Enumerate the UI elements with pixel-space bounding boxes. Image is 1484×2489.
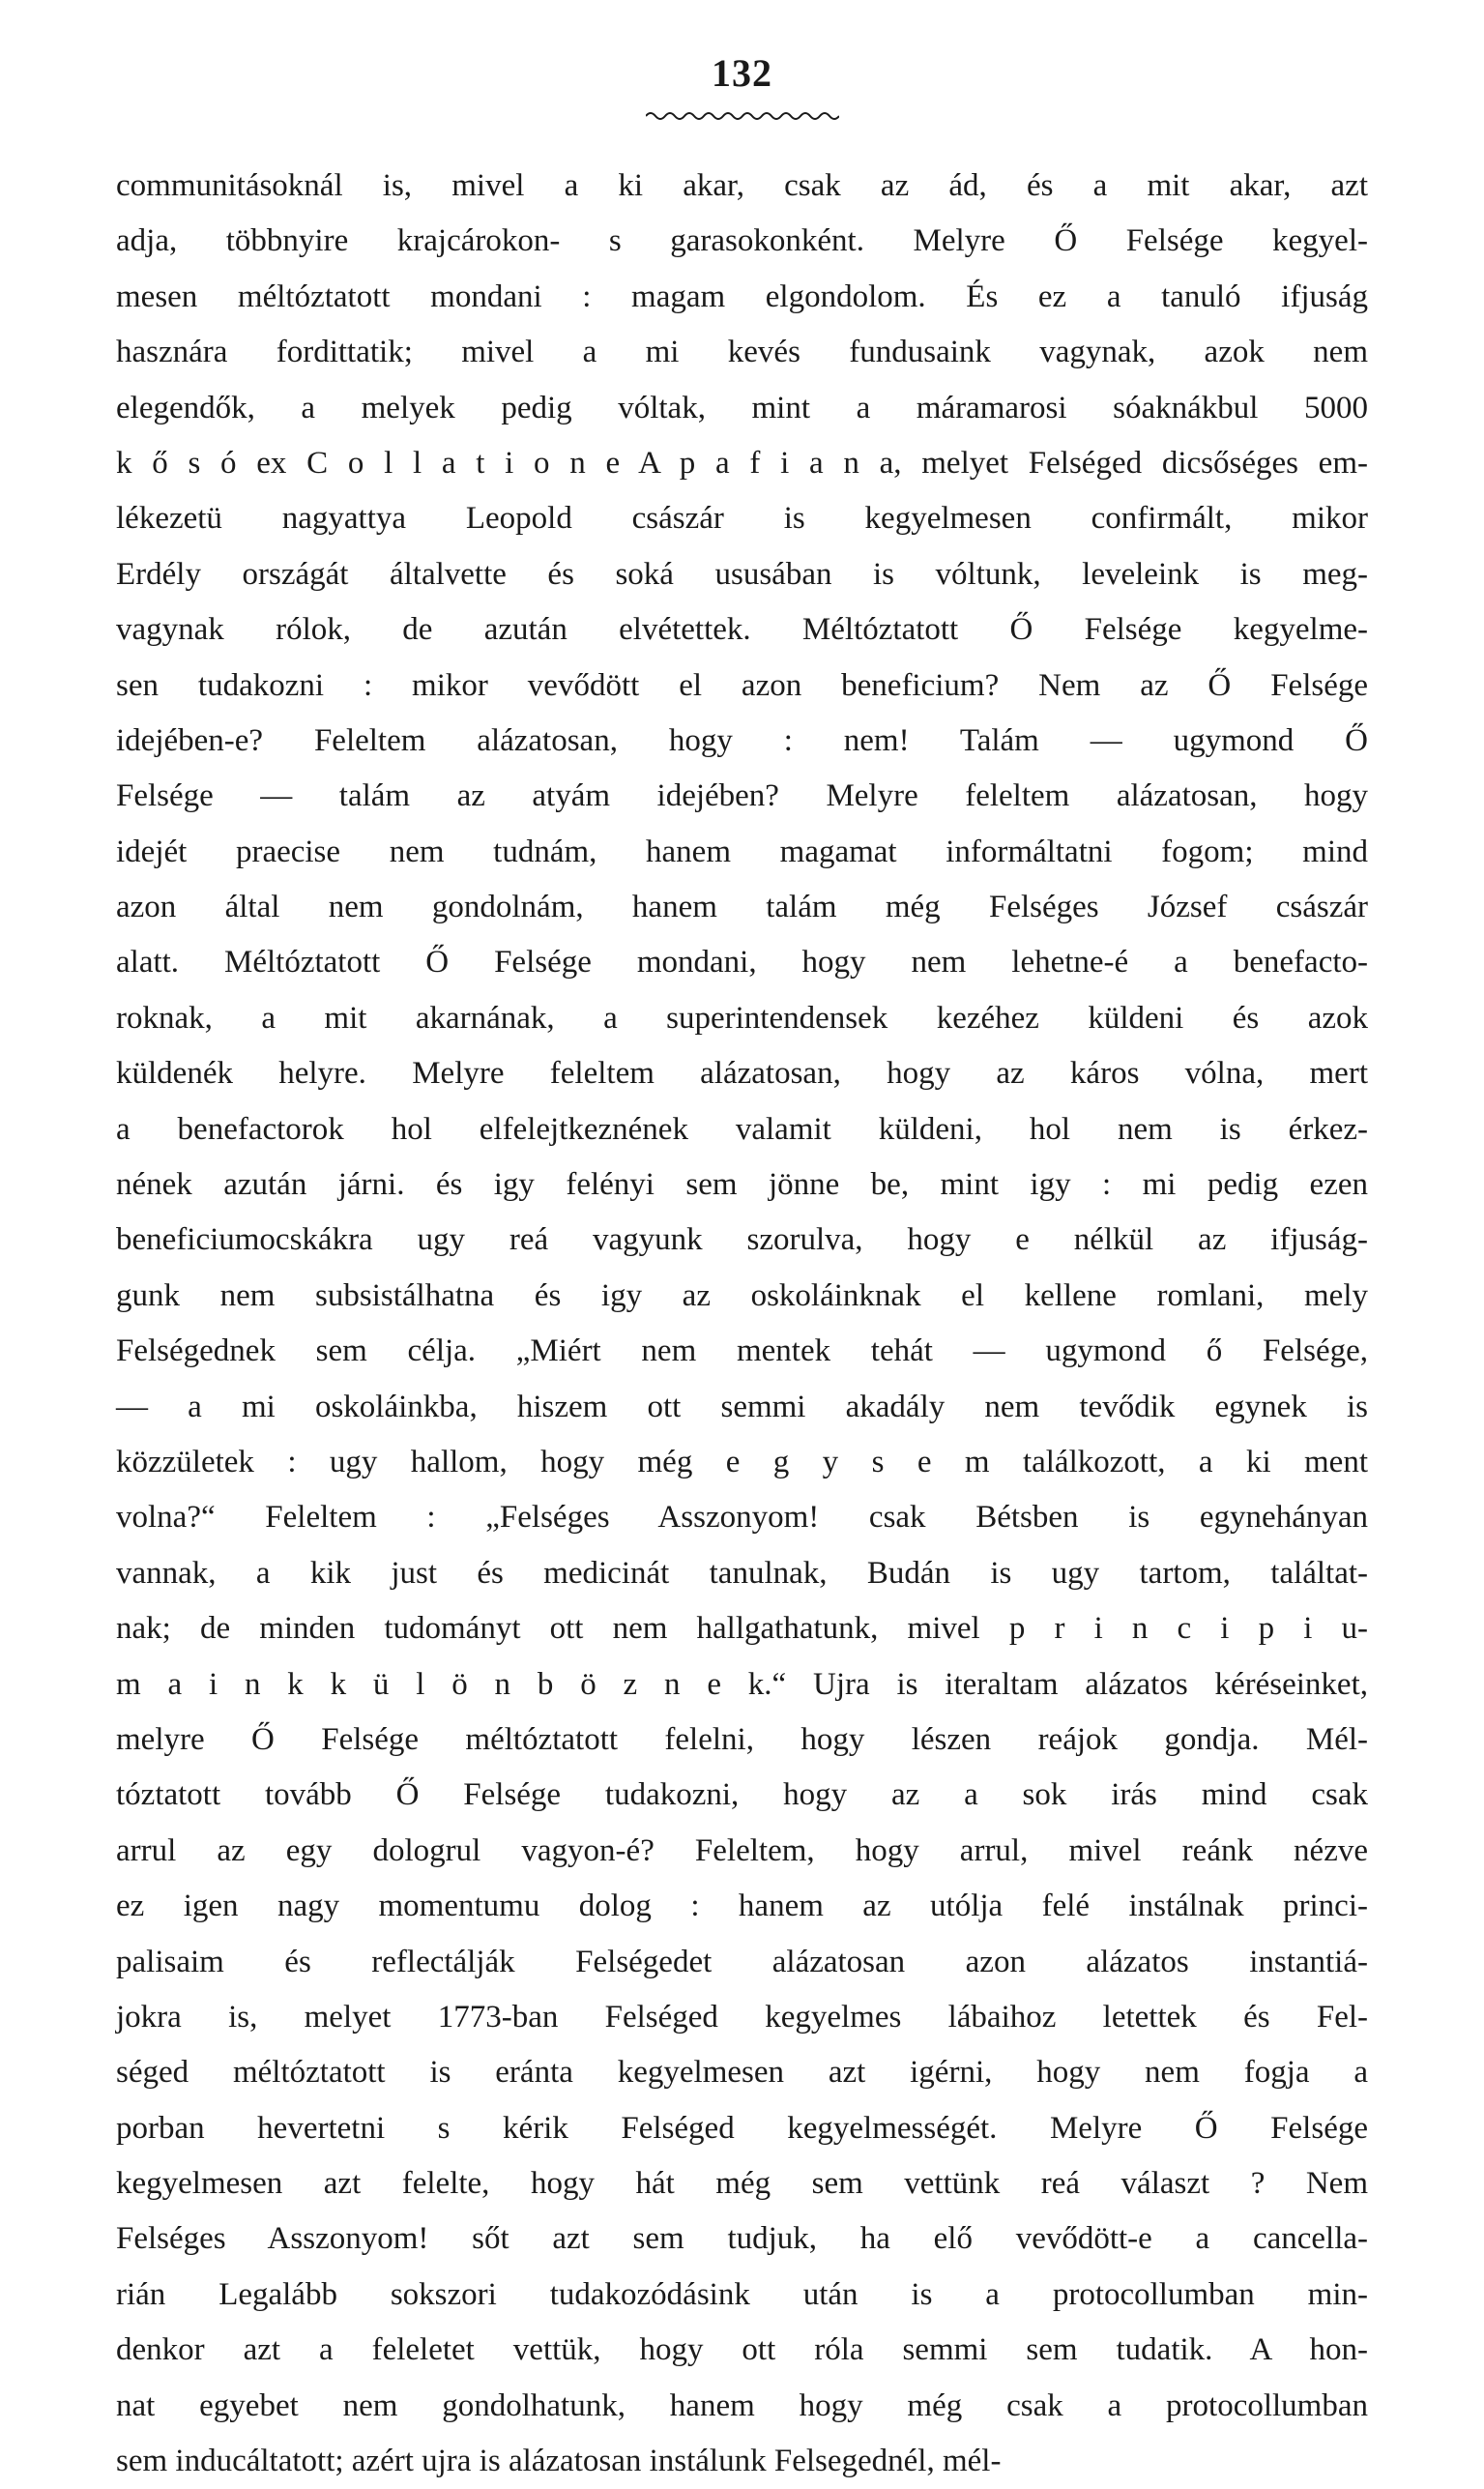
text-line: communitásoknál is, mivel a ki akar, csak az ád, és a mit akar, azt (116, 168, 1368, 203)
text-line: vagynak rólok, de azután elvétettek. Méltóztatott Ő Felsége kegyelme- (116, 612, 1368, 648)
text-line: arrul az egy dologrul vagyon-é? Feleltem, hogy arrul, mivel reánk nézve (116, 1832, 1368, 1868)
text-line: kegyelmesen azt felelte, hogy hát még sem vettünk reá választ ? Nem (116, 2166, 1368, 2202)
text-line: melyre Ő Felsége méltóztatott felelni, hogy lészen reájok gondja. Mél- (116, 1721, 1368, 1757)
wavy-rule-ornament (646, 108, 839, 122)
body-text (116, 159, 1368, 2489)
text-line: azon által nem gondolnám, hanem talám még Felséges József császár (116, 890, 1368, 925)
text-line: denkor azt a feleletet vettük, hogy ott róla semmi sem tudatik. A hon- (116, 2332, 1368, 2368)
text-line: porban hevertetni s kérik Felséged kegyelmességét. Melyre Ő Felsége (116, 2110, 1368, 2146)
text-line: nak; de minden tudományt ott nem hallgathatunk, mivel p r i n c i p i u- (116, 1611, 1368, 1647)
text-line: séged méltóztatott is eránta kegyelmesen azt igérni, hogy nem fogja a (116, 2055, 1368, 2091)
text-line: m a i n k k ü l ö n b ö z n e k.“ Ujra is iteraltam alázatos kéréseinket, (116, 1666, 1368, 1702)
text-line: elegendők, a melyek pedig vóltak, mint a máramarosi sóaknákbul 5000 (116, 390, 1368, 425)
text-line: roknak, a mit akarnának, a superintendensek kezéhez küldeni és azok (116, 1000, 1368, 1036)
text-line: alatt. Méltóztatott Ő Felsége mondani, hogy nem lehetne-é a benefacto- (116, 945, 1368, 981)
text-line: hasznára fordittatik; mivel a mi kevés fundusaink vagynak, azok nem (116, 335, 1368, 370)
text-line: tóztatott tovább Ő Felsége tudakozni, hogy az a sok irás mind csak (116, 1777, 1368, 1813)
text-line: sen tudakozni : mikor vevődött el azon beneficium? Nem az Ő Felsége (116, 667, 1368, 703)
text-line: palisaim és reflectálják Felségedet alázatosan azon alázatos instantiá- (116, 1944, 1368, 1979)
text-line: idejét praecise nem tudnám, hanem magamat informáltatni fogom; mind (116, 834, 1368, 869)
text-line: Felséges Asszonyom! sőt azt sem tudjuk, ha elő vevődött-e a cancella- (116, 2221, 1368, 2257)
text-line: gunk nem subsistálhatna és igy az oskoláinknak el kellene romlani, mely (116, 1277, 1368, 1313)
text-line: lékezetü nagyattya Leopold császár is kegyelmesen confirmált, mikor (116, 501, 1368, 537)
text-line: küldenék helyre. Melyre feleltem alázatosan, hogy az káros vólna, mert (116, 1056, 1368, 1092)
text-line: nének azután járni. és igy felényi sem jönne be, mint igy : mi pedig ezen (116, 1167, 1368, 1203)
page-number: 132 (712, 51, 772, 95)
text-line: Felségednek sem célja. „Miért nem mentek tehát — ugymond ő Felsége, (116, 1333, 1368, 1369)
text-line: — a mi oskoláinkba, hiszem ott semmi akadály nem tevődik egynek is (116, 1389, 1368, 1424)
text-line: közzületek : ugy hallom, hogy még e g y s e m találkozott, a ki ment (116, 1444, 1368, 1479)
text-line: Erdély országát általvette és soká ususában is vóltunk, leveleink is meg- (116, 556, 1368, 592)
text-line: jokra is, melyet 1773-ban Felséged kegyelmes lábaihoz letettek és Fel- (116, 1999, 1368, 2035)
text-line: adja, többnyire krajcárokon- s garasokonként. Melyre Ő Felsége kegyel- (116, 223, 1368, 259)
text-line: sem inducáltatott; azért ujra is alázatosan instálunk Felsegednél, mél- (116, 2444, 1002, 2479)
text-line: rián Legalább sokszori tudakozódásink után is a protocollumban min- (116, 2276, 1368, 2312)
text-line: k ő s ó ex C o l l a t i o n e A p a f i a n a, melyet Felséged dicsőséges em- (116, 445, 1368, 481)
text-line: idejében-e? Feleltem alázatosan, hogy : nem! Talám — ugymond Ő (116, 722, 1368, 758)
text-line: Felsége — talám az atyám idejében? Melyre feleltem alázatosan, hogy (116, 778, 1368, 814)
text-line: vannak, a kik just és medicinát tanulnak, Budán is ugy tartom, találtat- (116, 1555, 1368, 1591)
text-line: ez igen nagy momentumu dolog : hanem az utólja felé instálnak princi- (116, 1889, 1368, 1924)
text-line: mesen méltóztatott mondani : magam elgondolom. És ez a tanuló ifjuság (116, 278, 1368, 314)
text-line: volna?“ Feleltem : „Felséges Asszonyom! csak Bétsben is egynehányan (116, 1500, 1368, 1536)
text-line: a benefactorok hol elfelejtkeznének valamit küldeni, hol nem is érkez- (116, 1111, 1368, 1147)
text-line: nat egyebet nem gondolhatunk, hanem hogy még csak a protocollumban (116, 2387, 1368, 2423)
text-line: beneficiumocskákra ugy reá vagyunk szorulva, hogy e nélkül az ifjuság- (116, 1222, 1368, 1258)
